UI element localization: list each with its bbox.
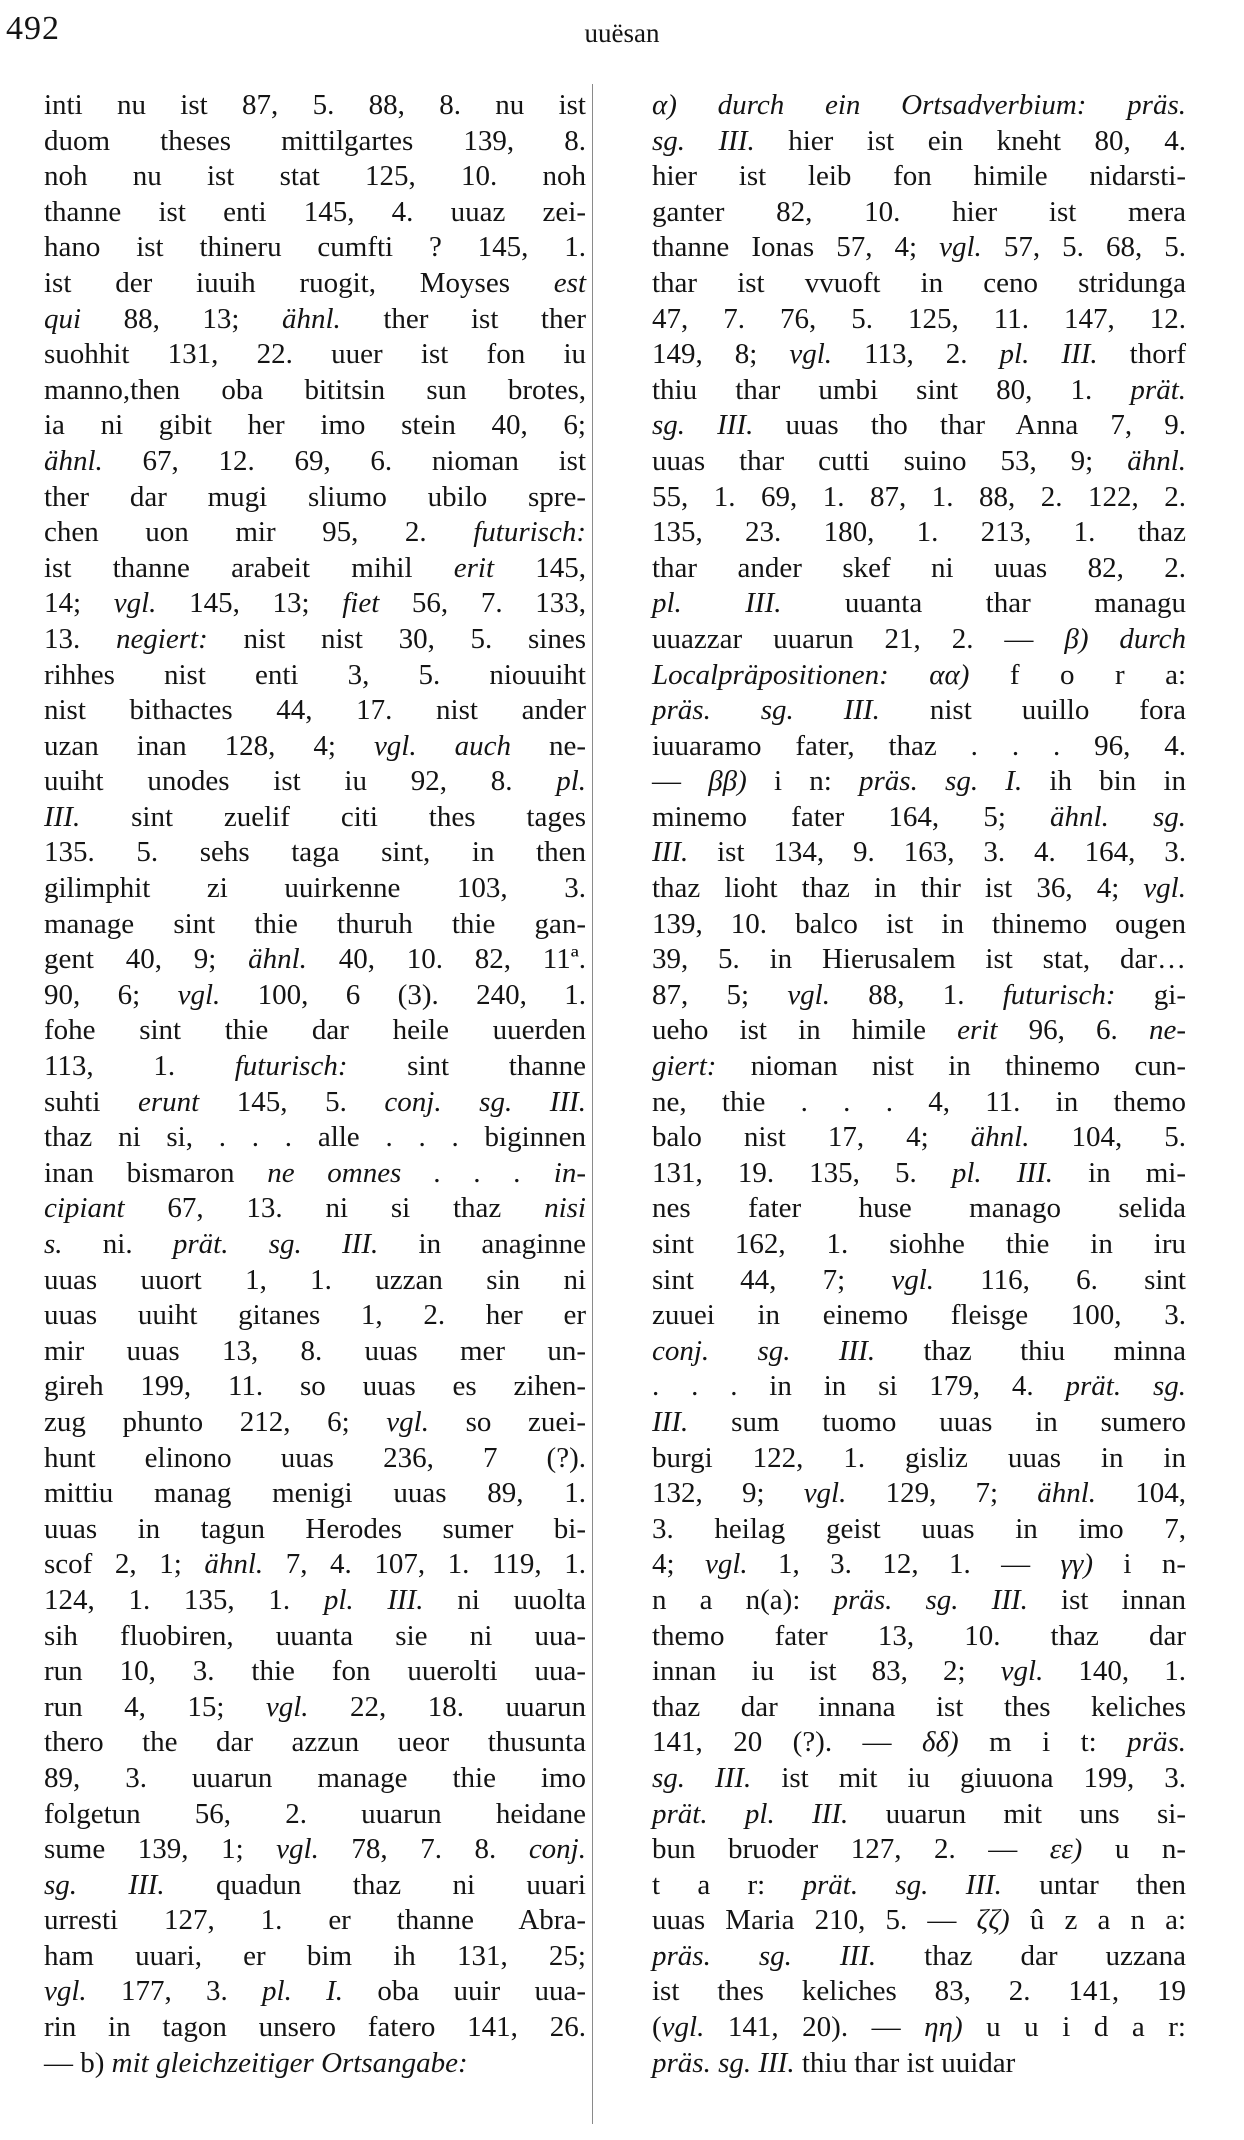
text-line: rin in tagon unsero fatero 141, 26. (44, 2011, 586, 2044)
text-line: zuuei in einemo fleisge 100, 3. (652, 1299, 1186, 1332)
text-line: bun bruoder 127, 2. — εε) u n- (652, 1833, 1186, 1866)
text-line: suohhit 131, 22. uuer ist fon iu (44, 338, 586, 371)
text-line: fohe sint thie dar heile uuerden (44, 1014, 586, 1047)
text-line: suhti erunt 145, 5. conj. sg. III. (44, 1085, 587, 1118)
text-line: hier ist leib fon himile nidarsti- (652, 160, 1186, 193)
text-line: ist thes keliches 83, 2. 141, 19 (652, 1975, 1186, 2008)
text-line: mir uuas 13, 8. uuas mer un- (44, 1334, 586, 1367)
text-line: nist bithactes 44, 17. nist ander (44, 694, 586, 727)
text-line: urresti 127, 1. er thanne Abra- (44, 1904, 586, 1937)
page-header (0, 6, 1244, 56)
text-line: hano ist thineru cumfti ? 145, 1. (44, 231, 586, 264)
text-line: thar ander skef ni uuas 82, 2. (652, 551, 1186, 584)
text-line: präs. sg. III. nist uuillo fora (652, 694, 1186, 727)
text-line: duom theses mittilgartes 139, 8. (44, 124, 586, 157)
text-line: 90, 6; vgl. 100, 6 (3). 240, 1. (44, 978, 586, 1011)
text-line: conj. sg. III. thaz thiu minna (652, 1334, 1187, 1367)
text-line: präs. sg. III. thiu thar ist uuidar (652, 2046, 1016, 2079)
text-line: gent 40, 9; ähnl. 40, 10. 82, 11ª. (44, 943, 586, 976)
text-line: prät. pl. III. uuarun mit uns si- (652, 1797, 1186, 1830)
text-line: ist der iuuih ruogit, Moyses est (44, 266, 586, 299)
text-line: thiu thar umbi sint 80, 1. prät. (652, 373, 1186, 406)
text-line: 87, 5; vgl. 88, 1. futurisch: gi- (652, 978, 1186, 1011)
text-line: uuiht unodes ist iu 92, 8. pl. (44, 765, 586, 798)
text-line: 89, 3. uuarun manage thie imo (44, 1761, 586, 1794)
text-line: 39, 5. in Hierusalem ist stat, dar… (652, 943, 1186, 976)
text-line: thaz dar innana ist thes keliches (652, 1690, 1186, 1723)
text-line: balo nist 17, 4; ähnl. 104, 5. (652, 1121, 1186, 1154)
text-line: folgetun 56, 2. uuarun heidane (44, 1797, 586, 1830)
text-line: thero the dar azzun ueor thusunta (44, 1726, 586, 1759)
text-line: inan bismaron ne omnes . . . in- (44, 1156, 586, 1189)
column-rule (592, 84, 593, 2124)
page-number: 492 (6, 10, 60, 47)
text-line: noh nu ist stat 125, 10. noh (44, 160, 586, 193)
text-line: vgl. 177, 3. pl. I. oba uuir uua- (44, 1975, 586, 2008)
text-line: minemo fater 164, 5; ähnl. sg. (652, 800, 1186, 833)
text-line: t a r: prät. sg. III. untar then (652, 1868, 1186, 1901)
text-line: manno,then oba bititsin sun brotes, (44, 373, 586, 406)
text-line: thanne ist enti 145, 4. uuaz zei- (44, 195, 586, 228)
text-line: thar ist vvuoft in ceno stridunga (652, 266, 1186, 299)
text-line: scof 2, 1; ähnl. 7, 4. 107, 1. 119, 1. (44, 1548, 586, 1581)
text-line: zug phunto 212, 6; vgl. so zuei- (44, 1405, 586, 1438)
text-line: 3. heilag geist uuas in imo 7, (652, 1512, 1186, 1545)
text-line: themo fater 13, 10. thaz dar (652, 1619, 1186, 1652)
text-line: sint 44, 7; vgl. 116, 6. sint (652, 1263, 1186, 1296)
text-line: rihhes nist enti 3, 5. niouuiht (44, 658, 586, 691)
text-line: 13. negiert: nist nist 30, 5. sines (44, 622, 586, 655)
text-line: cipiant 67, 13. ni si thaz nisi (44, 1192, 586, 1225)
text-line: iuuaramo fater, thaz . . . 96, 4. (652, 729, 1186, 762)
text-line: 135, 23. 180, 1. 213, 1. thaz (652, 516, 1186, 549)
text-line: III. ist 134, 9. 163, 3. 4. 164, 3. (652, 836, 1186, 869)
text-line: uuas uuort 1, 1. uzzan sin ni (44, 1263, 586, 1296)
text-line: uuas Maria 210, 5. — ζζ) û z a n a: (652, 1904, 1187, 1937)
text-line: innan iu ist 83, 2; vgl. 140, 1. (652, 1655, 1187, 1688)
text-line: thaz ni si, . . . alle . . . biginnen (44, 1121, 586, 1154)
text-line: chen uon mir 95, 2. futurisch: (44, 516, 586, 549)
text-line: III. sum tuomo uuas in sumero (652, 1405, 1186, 1438)
text-line: 132, 9; vgl. 129, 7; ähnl. 104, (652, 1477, 1186, 1510)
text-line: sg. III. ist mit iu giuuona 199, 3. (652, 1761, 1187, 1794)
text-line: run 10, 3. thie fon uuerolti uua- (44, 1655, 586, 1688)
text-line: hunt elinono uuas 236, 7 (?). (44, 1441, 586, 1474)
text-line: ne, thie . . . 4, 11. in themo (652, 1085, 1186, 1118)
text-line: III. sint zuelif citi thes tages (44, 800, 586, 833)
text-line: gilimphit zi uuirkenne 103, 3. (44, 872, 586, 905)
text-line: . . . in in si 179, 4. prät. sg. (652, 1370, 1186, 1403)
text-line: 124, 1. 135, 1. pl. III. ni uuolta (44, 1583, 586, 1616)
text-line: ganter 82, 10. hier ist mera (652, 195, 1186, 228)
text-line: sg. III. uuas tho thar Anna 7, 9. (652, 409, 1187, 442)
text-line: n a n(a): präs. sg. III. ist innan (652, 1583, 1186, 1616)
text-line: Localpräpositionen: αα) f o r a: (652, 658, 1186, 691)
text-line: pl. III. uuanta thar managu (652, 587, 1187, 620)
text-line: sg. III. hier ist ein kneht 80, 4. (652, 124, 1186, 157)
text-line: inti nu ist 87, 5. 88, 8. nu ist (44, 89, 586, 121)
text-line: 55, 1. 69, 1. 87, 1. 88, 2. 122, 2. (652, 480, 1186, 513)
text-line: 139, 10. balco ist in thinemo ougen (652, 907, 1186, 940)
text-line: (vgl. 141, 20). — ηη) u u i d a r: (652, 2011, 1186, 2044)
text-line: sih fluobiren, uuanta sie ni uua- (44, 1619, 586, 1652)
text-line: 47, 7. 76, 5. 125, 11. 147, 12. (652, 302, 1186, 335)
text-line: α) durch ein Ortsadverbium: präs. (652, 89, 1186, 121)
text-line: thanne Ionas 57, 4; vgl. 57, 5. 68, 5. (652, 231, 1187, 264)
text-line: giert: nioman nist in thinemo cun- (652, 1050, 1186, 1083)
text-line: 14; vgl. 145, 13; fiet 56, 7. 133, (44, 587, 587, 620)
running-head: uuësan (584, 18, 660, 48)
text-line: ähnl. 67, 12. 69, 6. nioman ist (44, 444, 586, 477)
text-line: ueho ist in himile erit 96, 6. ne- (652, 1014, 1187, 1047)
text-line: manage sint thie thuruh thie gan- (44, 907, 586, 940)
text-line: 4; vgl. 1, 3. 12, 1. — γγ) i n- (652, 1548, 1186, 1581)
text-line: run 4, 15; vgl. 22, 18. uuarun (44, 1690, 586, 1723)
right-column (652, 88, 1186, 2081)
text-line: nes fater huse manago selida (652, 1192, 1186, 1225)
text-line: 135. 5. sehs taga sint, in then (44, 836, 586, 869)
text-line: ia ni gibit her imo stein 40, 6; (44, 409, 586, 442)
text-line: — b) mit gleichzeitiger Ortsangabe: (44, 2046, 468, 2079)
text-line: uuazzar uuarun 21, 2. — β) durch (652, 622, 1186, 655)
text-line: ther dar mugi sliumo ubilo spre- (44, 480, 586, 513)
text-line: uuas thar cutti suino 53, 9; ähnl. (652, 444, 1186, 477)
text-line: 131, 19. 135, 5. pl. III. in mi- (652, 1156, 1186, 1189)
text-line: ham uuari, er bim ih 131, 25; (44, 1939, 586, 1972)
text-line: uuas in tagun Herodes sumer bi- (44, 1512, 586, 1545)
text-line: thaz lioht thaz in thir ist 36, 4; vgl. (652, 872, 1186, 905)
text-line: s. ni. prät. sg. III. in anaginne (44, 1228, 586, 1260)
text-line: uuas uuiht gitanes 1, 2. her er (44, 1299, 586, 1332)
text-line: 113, 1. futurisch: sint thanne (44, 1050, 586, 1083)
text-line: gireh 199, 11. so uuas es zihen- (44, 1370, 586, 1403)
text-line: sg. III. quadun thaz ni uuari (44, 1868, 586, 1901)
left-column (44, 88, 586, 2081)
text-line: uzan inan 128, 4; vgl. auch ne- (44, 729, 587, 762)
text-line: qui 88, 13; ähnl. ther ist ther (44, 302, 587, 335)
text-line: mittiu manag menigi uuas 89, 1. (44, 1477, 586, 1510)
text-line: — ββ) i n: präs. sg. I. ih bin in (652, 765, 1187, 798)
text-line: ist thanne arabeit mihil erit 145, (44, 551, 586, 584)
text-line: präs. sg. III. thaz dar uzzana (652, 1939, 1186, 1972)
text-line: sint 162, 1. siohhe thie in iru (652, 1228, 1186, 1260)
text-line: 149, 8; vgl. 113, 2. pl. III. thorf (652, 338, 1187, 371)
text-line: 141, 20 (?). — δδ) m i t: präs. (652, 1726, 1186, 1759)
text-line: burgi 122, 1. gisliz uuas in in (652, 1441, 1186, 1474)
text-line: sume 139, 1; vgl. 78, 7. 8. conj. (44, 1833, 586, 1866)
